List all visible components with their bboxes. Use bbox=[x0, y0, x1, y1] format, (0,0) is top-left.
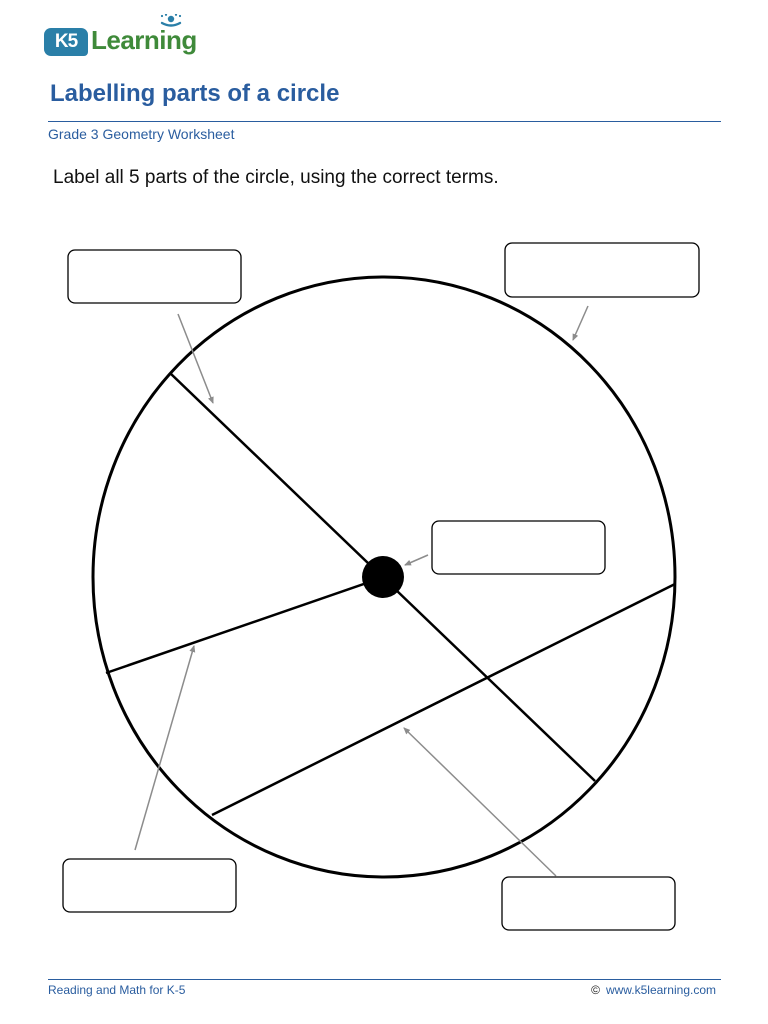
arrow-to-circumference bbox=[573, 306, 588, 340]
label-box-bottom-right[interactable] bbox=[502, 877, 675, 930]
footer-divider bbox=[48, 979, 721, 980]
center-point bbox=[362, 556, 404, 598]
label-box-top-left[interactable] bbox=[68, 250, 241, 303]
k5-badge-text: K5 bbox=[54, 31, 78, 52]
worksheet-subtitle: Grade 3 Geometry Worksheet bbox=[48, 126, 235, 142]
label-box-center[interactable] bbox=[432, 521, 605, 574]
website-link-text: www.k5learning.com bbox=[605, 983, 716, 997]
arrow-to-center bbox=[405, 555, 428, 565]
instruction-text: Label all 5 parts of the circle, using the correct terms. bbox=[53, 167, 499, 188]
label-box-top-right[interactable] bbox=[505, 243, 699, 297]
footer-website[interactable] bbox=[591, 983, 716, 997]
radius-line bbox=[106, 577, 384, 673]
logo-wordmark: Learning bbox=[91, 25, 197, 55]
chord-line bbox=[212, 584, 675, 815]
arrow-to-chord bbox=[404, 728, 556, 876]
label-box-bottom-left[interactable] bbox=[63, 859, 236, 912]
footer-tagline: Reading and Math for K-5 bbox=[48, 983, 186, 997]
page-title: Labelling parts of a circle bbox=[50, 80, 340, 107]
copyright-symbol: © bbox=[591, 983, 600, 997]
